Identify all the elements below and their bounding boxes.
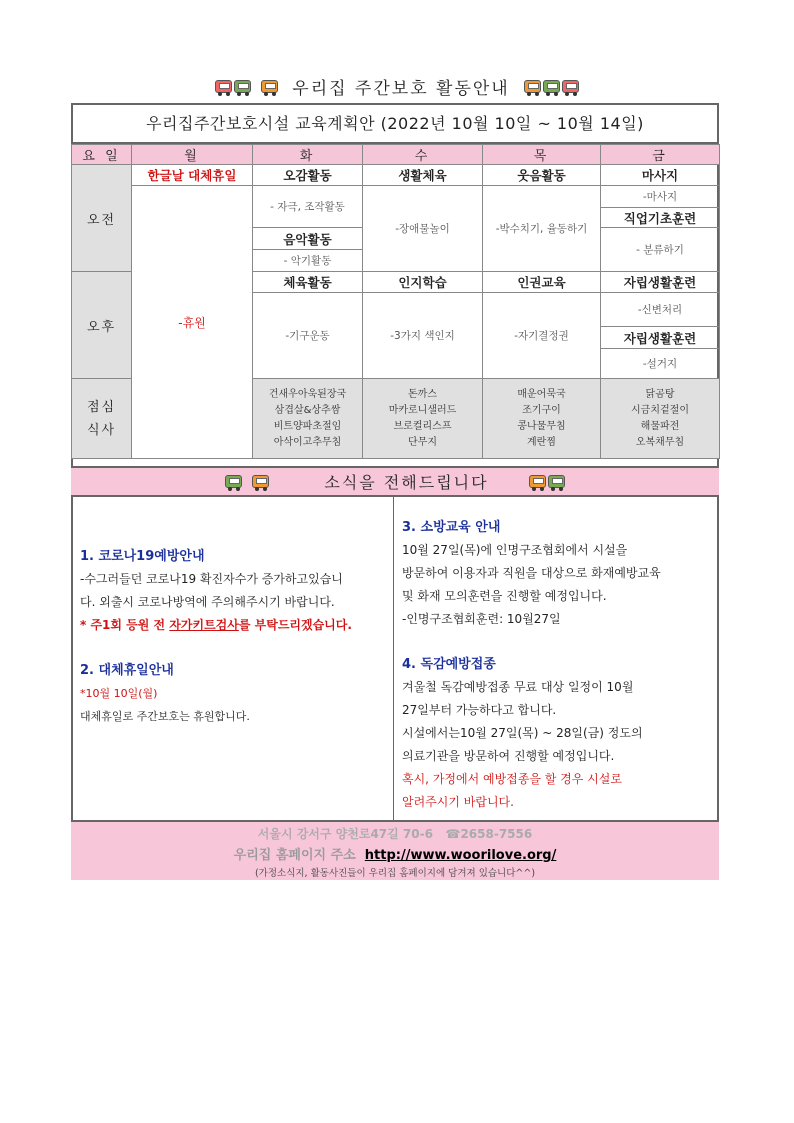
notice-fire-line4: -인명구조협회훈련: 10월27일 [402, 612, 561, 626]
plan-title: 우리집주간보호시설 교육계획안 (2022년 10월 10일 ~ 10월 14일) [71, 103, 719, 144]
menu-item: 계란찜 [527, 436, 556, 448]
notice-flu-line3: 시설에서는10월 27일(목) ~ 28일(금) 정도의 [402, 726, 643, 740]
fri-am-desc: -마사지 [601, 186, 720, 208]
menu-item: 단무지 [408, 436, 437, 448]
menu-item: 오복채무침 [635, 436, 685, 448]
notice-covid-line1: -수그러들던 코로나19 확진자수가 증가하고있습니 [80, 572, 343, 586]
tue-pm-activity: 체육활동 [253, 272, 363, 293]
menu-item: 비트양파초절임 [273, 420, 342, 432]
day-wed: 수 [363, 145, 483, 165]
day-thu: 목 [483, 145, 601, 165]
notice-flu-line1: 겨울철 독감예방접종 무료 대상 일정이 10월 [402, 680, 634, 694]
day-fri: 금 [601, 145, 720, 165]
tue-am-activity-2: 음악활동 [253, 228, 363, 250]
menu-item: 해물파전 [640, 420, 680, 432]
notice-covid-alert [80, 614, 390, 637]
lunch-label-1: 점심 [86, 399, 117, 415]
footer [71, 820, 719, 880]
fri-pm-activity: 자립생활훈련 [601, 272, 720, 293]
fri-lunch-menu [601, 379, 720, 459]
menu-item: 닭곰탕 [645, 388, 675, 400]
news-left-column [80, 545, 390, 728]
footer-note: (가정소식지, 활동사진들이 우리집 홈페이지에 담겨져 있습니다^^) [254, 868, 536, 879]
wed-am-activity: 생활체육 [363, 165, 483, 186]
tue-pm-desc: -기구운동 [253, 293, 363, 379]
day-tue: 화 [253, 145, 363, 165]
notice-holiday-text: 대체휴일로 주간보호는 휴원합니다. [80, 710, 250, 723]
footer-homepage-line [71, 844, 719, 863]
column-divider [393, 497, 394, 820]
tue-am-desc: - 자극, 조작활동 [253, 186, 363, 228]
mon-holiday: 한글날 대체휴일 [132, 165, 253, 186]
weekly-plan-table [71, 144, 720, 459]
mon-rest [132, 186, 253, 459]
fri-am-activity: 마사지 [601, 165, 720, 186]
train-icon [225, 475, 269, 488]
page-title: 우리집 주간보호 활동안내 [292, 78, 510, 99]
tue-am-activity: 오감활동 [253, 165, 363, 186]
footer-address-line [71, 825, 719, 842]
lunch-label-2: 식사 [86, 422, 117, 438]
lunch-label [72, 379, 132, 459]
thu-pm-desc: -자기결정권 [483, 293, 601, 379]
menu-item: 매운어묵국 [517, 388, 566, 400]
menu-item: 마카로니샐러드 [388, 404, 457, 416]
fri-am-activity-2: 직업기초훈련 [601, 208, 720, 228]
notice-holiday-title: 2. 대체휴일안내 [80, 663, 174, 678]
notice-fire-line3: 및 화재 모의훈련을 진행할 예정입니다. [402, 589, 607, 603]
pm-label: 오후 [72, 272, 132, 379]
menu-item: 콩나물무침 [517, 420, 566, 432]
am-label: 오전 [72, 165, 132, 272]
wed-pm-activity: 인지학습 [363, 272, 483, 293]
wed-lunch-menu [363, 379, 483, 459]
tue-lunch-menu [253, 379, 363, 459]
thu-am-activity: 웃음활동 [483, 165, 601, 186]
menu-item: 돈까스 [408, 388, 437, 400]
notice-fire-line2: 방문하여 이용자과 직원을 대상으로 화재예방교육 [402, 566, 661, 580]
menu-item: 브로컬리스프 [393, 420, 452, 432]
fri-am-desc-2: - 분류하기 [601, 228, 720, 272]
notice-holiday-date: *10월 10일(월) [80, 687, 158, 700]
notice-covid-title: 1. 코로나19예방안내 [80, 549, 205, 564]
wed-am-desc: -장애물놀이 [363, 186, 483, 272]
fri-pm-desc-2: -설거지 [601, 349, 720, 379]
news-bar [71, 466, 719, 497]
news-right-column [402, 516, 716, 814]
footer-phone: ☎2658-7556 [445, 827, 533, 841]
menu-item: 아삭이고추무침 [273, 436, 342, 448]
news-title: 소식을 전해드립니다 [324, 473, 489, 492]
alert-text: * 주1회 등원 전 [80, 618, 170, 632]
days-label: 요 일 [72, 145, 132, 165]
day-mon: 월 [132, 145, 253, 165]
thu-am-desc: -박수치기, 율동하기 [483, 186, 601, 272]
fri-pm-activity-2: 자립생활훈련 [601, 327, 720, 349]
fri-pm-desc: -신변처리 [601, 293, 720, 327]
alert-text-end: 를 부탁드리겠습니다. [238, 618, 352, 632]
menu-item: 삼겹살&상추쌈 [274, 404, 341, 416]
thu-lunch-menu [483, 379, 601, 459]
train-icon [529, 475, 565, 488]
notice-fire-line1: 10월 27일(목)에 인명구조협회에서 시설을 [402, 543, 628, 557]
homepage-link[interactable]: http://www.woorilove.org/ [364, 848, 557, 863]
notice-flu-title: 4. 독감예방접종 [402, 657, 496, 672]
day-header-row [72, 145, 720, 165]
thu-pm-activity: 인권교육 [483, 272, 601, 293]
wed-pm-desc: -3가지 색인지 [363, 293, 483, 379]
page-header [0, 72, 794, 100]
mon-rest-text: -휴원 [178, 315, 206, 330]
footer-address: 서울시 강서구 양천로47길 70-6 [257, 827, 433, 841]
footer-homepage-label: 우리집 홈페이지 주소 [233, 848, 356, 863]
notice-fire-title: 3. 소방교육 안내 [402, 520, 501, 535]
train-icon [524, 80, 579, 93]
menu-item: 시금치겉절이 [631, 404, 689, 416]
notice-flu-line4: 의료기관을 방문하여 진행할 예정입니다. [402, 749, 615, 763]
menu-item: 건새우아욱된장국 [268, 388, 347, 400]
notice-flu-red1: 혹시, 가정에서 예방접종을 할 경우 시설로 [402, 772, 622, 786]
alert-underline: 자가키트검사 [169, 618, 239, 632]
notice-flu-red2: 알려주시기 바랍니다. [402, 795, 514, 809]
notice-flu-line2: 27일부터 가능하다고 합니다. [402, 703, 557, 717]
menu-item: 조기구이 [522, 404, 561, 416]
train-icon [215, 80, 278, 93]
tue-am-desc-2: - 악기활동 [253, 250, 363, 272]
notice-covid-line2: 다. 외출시 코로나방역에 주의해주시기 바랍니다. [80, 595, 335, 609]
